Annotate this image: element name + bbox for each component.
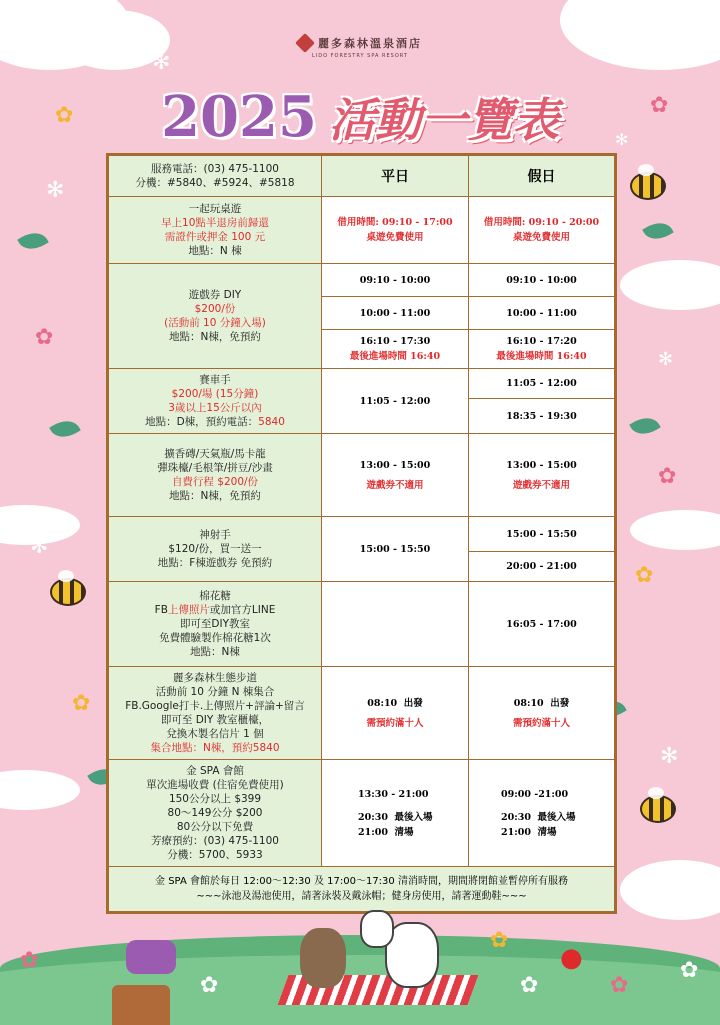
weekday-slot [322,434,469,517]
flower-icon: ✿ [635,563,654,588]
holiday-slot [469,330,616,369]
slot-note: 20:30 最後入場 [358,811,433,823]
holiday-slot: 18:35 - 19:30 [469,399,616,434]
slot-note: 遊戲券不適用 [366,479,424,491]
activity-note: 免費體驗製作棉花糖1次 [159,632,271,644]
activity-note: 3歲以上15公斤以內 [168,402,262,414]
activity-cell [108,369,322,434]
activity-name: 賽車手 [199,374,231,386]
slot-note: 需預約滿十人 [512,717,570,729]
table-row [108,434,616,517]
note-highlight: 上傳照片 [167,604,210,616]
phone-extension: 5840 [258,416,285,428]
activity-location: 集合地點：N棟，預約5840 [150,742,280,754]
bird-icon: ● [560,943,583,973]
activity-cell [108,264,322,369]
activity-table [106,153,617,914]
brand-subtitle: LIDO FORESTRY SPA RESORT [312,53,408,59]
time-text: 08:10 出發 [513,697,570,709]
activity-note: 需證件或押金 100 元 [164,231,266,243]
activity-location: 地點：F棟遊戲券 免預約 [157,557,273,569]
activity-price: 80～149公分 $200 [167,807,263,819]
activity-note: 早上10點半退房前歸還 [161,217,269,229]
brown-bear-illustration [300,928,346,988]
bee-icon [630,172,666,200]
title-year: 2025 [161,84,317,150]
activity-name: 一起玩桌遊 [188,203,242,215]
weekday-slot [322,667,469,760]
table-row [108,197,616,264]
lotus-icon [295,33,315,53]
slot-note: 需預約滿十人 [366,717,424,729]
footer-line: ~~~泳池及湯池使用，請著泳裝及戴泳帽；健身房使用，請著運動鞋~~~ [196,891,527,902]
cloud-decoration [620,260,720,310]
flower-icon: ✿ [200,973,219,998]
holiday-slot: 09:10 - 10:00 [469,264,616,297]
activity-note: FB.Google打卡.上傳照片+評論+留言 [125,700,305,712]
activity-cell [108,434,322,517]
activity-note: (活動前 10 分鐘入場) [164,317,266,329]
time-text: 16:10 - 17:30 [359,336,431,347]
time-text: 借用時間: 09:10 - 20:00 [483,217,600,228]
weekday-slot: 11:05 - 12:00 [322,369,469,434]
sparkle-icon: ✻ [30,534,49,559]
flower-icon: ✿ [658,464,677,489]
table-row [108,667,616,760]
flower-icon: ✿ [72,691,91,716]
activity-price: $200/場 (15分鐘) [171,388,259,400]
activity-price: 150公分以上 $399 [168,793,262,805]
weekday-slot-empty [322,582,469,667]
sparkle-icon: ✻ [152,50,171,75]
holiday-header: 假日 [469,155,616,197]
time-text: 16:10 - 17:20 [506,336,577,347]
holiday-slot: 16:05 - 17:00 [469,582,616,667]
slot-note: 桌遊免費使用 [512,232,570,243]
sparkle-icon: ✻ [615,130,629,149]
time-text: 13:00 - 15:00 [506,459,577,471]
activity-note: 單次進場收費 (住宿免費使用) [146,779,284,791]
slot-note: 21:00 清場 [358,826,414,838]
weekday-slot [322,760,469,867]
leaf-icon [642,217,674,246]
activity-name: 遊戲券 DIY [188,289,242,301]
activity-location: 地點：N 棟 [188,245,242,257]
slot-note: 遊戲券不適用 [512,479,570,491]
activity-note: 即可至 DIY 教室櫃檯， [160,714,270,726]
table-row [108,264,616,297]
holiday-slot [469,197,616,264]
leaf-icon [17,227,49,256]
activity-name: 金 SPA 會館 [186,765,244,777]
weekday-header: 平日 [322,155,469,197]
activity-price: 自費行程 $200/份 [171,476,259,488]
slot-note: 最後進場時間 16:40 [349,351,441,362]
footer-line: 金 SPA 會館於每日 12:00～12:30 及 17:00～17:30 清消時間，期間將閉館並暫停所有服務 [155,876,568,887]
flower-icon: ✿ [490,928,509,953]
activity-note: 兌換木製名信片 1 個 [166,728,264,740]
activity-price: 80公分以下免費 [176,821,254,833]
brand-logo [0,32,720,59]
activity-location: 地點：N棟，免預約 [169,331,261,343]
header-row [108,155,616,197]
slot-note: 20:30 最後入場 [501,811,576,823]
flower-icon: ✿ [35,325,54,350]
activity-note: 活動前 10 分鐘 N 棟集合 [155,686,275,698]
table-row [108,369,616,399]
activity-location: 地點：N棟 [190,646,240,658]
cloud-decoration [620,860,720,920]
watering-can-icon [126,940,176,974]
holiday-slot [469,434,616,517]
contact-phone: 服務電話：(03) 475-1100 [151,163,279,175]
activity-location: 地點：N棟，免預約 [169,490,261,502]
page-title [0,84,720,150]
time-text: 借用時間: 09:10 - 17:00 [337,217,453,228]
holiday-slot: 20:00 - 21:00 [469,552,616,582]
activity-name: 彈珠檯/毛根筆/拼豆/沙畫 [157,462,273,474]
time-text: 13:00 - 15:00 [359,459,431,471]
location-text: 地點：D棟，預約電話： [145,416,259,428]
time-text: 13:30 - 21:00 [358,788,429,800]
activity-cell [108,582,322,667]
activity-cell [108,197,322,264]
bee-icon [640,795,676,823]
weekday-slot: 10:00 - 11:00 [322,297,469,330]
flower-icon: ✿ [20,948,39,973]
sparkle-icon: ✻ [658,349,674,370]
activity-name: 麗多森林生態步道 [173,672,257,684]
weekday-slot: 15:00 - 15:50 [322,517,469,582]
bee-icon [50,578,86,606]
activity-name: 擴香磚/天氣瓶/馬卡龍 [164,448,266,460]
footer-notice [108,867,616,913]
flower-icon: ✿ [680,958,699,983]
title-word: 活動一覽表 [328,93,559,147]
slot-note: 21:00 清場 [501,826,557,838]
time-text: 09:00 -21:00 [501,788,569,800]
slot-note: 最後進場時間 16:40 [496,351,587,362]
contact-cell [108,155,322,197]
sparkle-icon: ✻ [660,744,679,769]
cloud-decoration [630,510,720,550]
white-bear-illustration [360,910,394,948]
activity-contact: 芳療預約：(03) 475-1100 [151,835,279,847]
activity-contact: 分機：5700、5933 [167,849,263,861]
holiday-slot: 10:00 - 11:00 [469,297,616,330]
tree-stump [112,985,170,1025]
activity-cell [108,667,322,760]
leaf-icon [49,415,81,444]
flower-icon: ✿ [55,103,74,128]
note-text: 或加官方LINE [209,604,276,616]
holiday-slot: 11:05 - 12:00 [469,369,616,399]
contact-extensions: 分機：#5840、#5924、#5818 [135,177,295,189]
activity-cell [108,760,322,867]
table-row [108,517,616,552]
activity-name: 神射手 [199,529,231,541]
table-row [108,760,616,867]
activity-note: 即可至DIY教室 [179,618,251,630]
cloud-decoration [0,770,80,810]
activity-price: $200/份 [194,303,236,315]
slot-note: 桌遊免費使用 [366,232,424,243]
table-row [108,582,616,667]
footer-row [108,867,616,913]
activity-name: 棉花糖 [199,590,231,602]
activity-cell [108,517,322,582]
holiday-slot: 15:00 - 15:50 [469,517,616,552]
activity-location [113,415,317,429]
activity-price: $120/份，買一送一 [168,543,262,555]
time-text: 08:10 出發 [367,697,423,709]
weekday-slot: 09:10 - 10:00 [322,264,469,297]
activity-note [113,603,317,617]
note-text: FB [154,604,168,616]
flower-icon: ✿ [610,973,629,998]
weekday-slot [322,330,469,369]
leaf-icon [629,412,661,441]
holiday-slot [469,667,616,760]
brand-name: 麗多森林溫泉酒店 [318,37,422,50]
sparkle-icon: ✻ [46,178,65,203]
flower-icon: ✿ [520,973,539,998]
weekday-slot [322,197,469,264]
holiday-slot [469,760,616,867]
flower-icon: ✿ [650,93,669,118]
